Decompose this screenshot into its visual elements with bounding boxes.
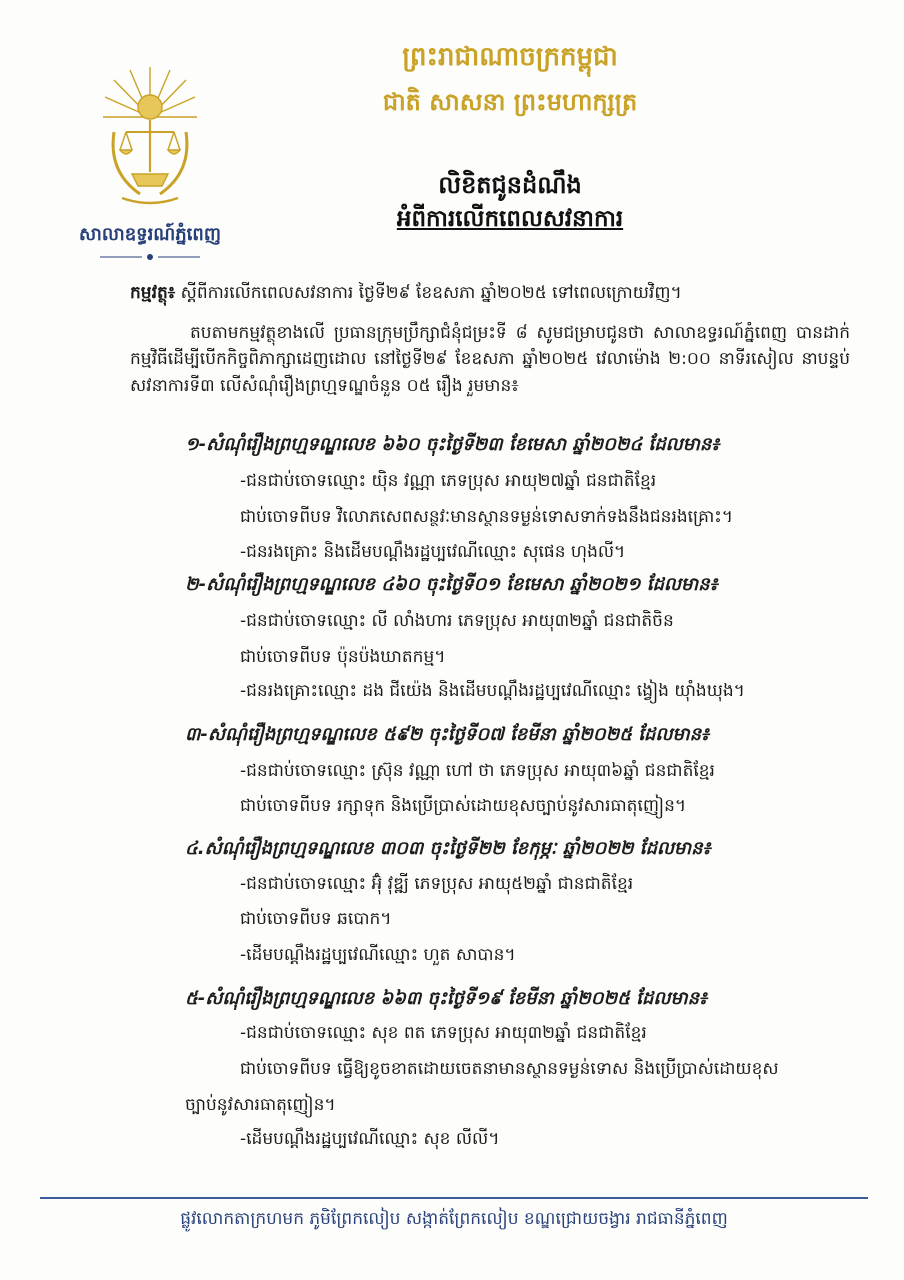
- court-emblem-icon: [100, 62, 200, 212]
- court-name: សាលាឧទ្ធរណ៍ភ្នំពេញ: [79, 224, 221, 245]
- case-title: ៣-សំណុំរឿងព្រហ្មទណ្ឌលេខ ៥៩២ ចុះថ្ងៃទី០៧ ខែមីនា ឆ្នាំ២០២៥ ដែលមាន៖: [185, 724, 709, 745]
- case-line: ជាប់ចោទពីបទ វិលោភសេពសន្ថវៈមានស្ថានទម្ងន់ទោសទាក់ទងនឹងជនរងគ្រោះ។: [240, 507, 733, 527]
- case-line: -ជនរងគ្រោះ និងដើមបណ្តឹងរដ្ឋប្បវេណីឈ្មោះ សុផេន ហុងលី។: [240, 542, 626, 562]
- case-line: -ដើមបណ្តឹងរដ្ឋប្បវេណីឈ្មោះ សុខ លីលី។: [240, 1129, 500, 1149]
- case-title: ១-សំណុំរឿងព្រហ្មទណ្ឌលេខ ៦៦០ ចុះថ្ងៃទី២៣ ខែមេសា ឆ្នាំ២០២៤ ដែលមាន៖: [185, 434, 720, 455]
- footer-address: ផ្លូវលោកតាក្រហមក ភូមិព្រែកលៀប សង្កាត់ព្រែកលៀប ខណ្ឌជ្រោយចង្វារ រាជធានីភ្នំពេញ: [180, 1209, 728, 1229]
- national-motto: ជាតិ សាសនា ព្រះមហាក្សត្រ: [382, 88, 638, 116]
- document-subtitle: អំពីការលើកពេលសវនាការ: [396, 206, 624, 232]
- case-line: -ជនជាប់ចោទឈ្មោះ អ៊ុំ វុឌ្ឍី ភេទប្រុស អាយុ៥២ឆ្នាំ ជានជាតិខ្មែរ: [240, 874, 634, 894]
- case-title: ២-សំណុំរឿងព្រហ្មទណ្ឌលេខ ៤៦០ ចុះថ្ងៃទី០១ ខែមេសា ឆ្នាំ២០២១ ដែលមាន៖: [185, 574, 718, 595]
- ornament-divider: [100, 252, 200, 262]
- subject-line: [130, 280, 850, 306]
- case-line: -ជនជាប់ចោទឈ្មោះ ស្រ៊ុន វណ្ណា ហៅ ថា ភេទប្រុស អាយុ៣៦ឆ្នាំ ជនជាតិខ្មែរ: [240, 761, 715, 781]
- case-line: ជាប់ចោទពីបទ ឆបោក។: [240, 909, 392, 929]
- subject-text: ស្តីពីការលើកពេលសវនាការ ថ្ងៃទី២៩ ខែឧសភា ឆ្នាំ២០២៥ ទៅពេលក្រោយវិញ។: [175, 283, 682, 303]
- case-title: ៥-សំណុំរឿងព្រហ្មទណ្ឌលេខ ៦៦៣ ចុះថ្ងៃទី១៩ ខែមីនា ឆ្នាំ២០២៥ ដែលមាន៖: [185, 988, 707, 1009]
- case-line: ជាប់ចោទពីបទ ប៉ុនប៉ងឃាតកម្ម។: [240, 647, 446, 667]
- kingdom-heading: ព្រះរាជាណាចក្រកម្ពុជា: [402, 42, 618, 72]
- subject-label: កម្មវត្ថុ៖: [130, 283, 176, 303]
- case-line: -ជនជាប់ចោទឈ្មោះ យ៉ិន វណ្ណា ភេទប្រុស អាយុ២៧ឆ្នាំ ជនជាតិខ្មែរ: [240, 471, 657, 491]
- case-line: -ជនជាប់ចោទឈ្មោះ លី លាំងហារ ភេទប្រុស អាយុ៣២ឆ្នាំ ជនជាតិចិន: [240, 611, 674, 631]
- case-line: ជាប់ចោទពីបទ ធ្វើឱ្យខូចខាតដោយចេតនាមានស្ថានទម្ងន់ទោស និងប្រើប្រាស់ដោយខុស: [240, 1059, 779, 1079]
- case-line: -ជនរងគ្រោះឈ្មោះ ដង ជីយ៉េង និងដើមបណ្តឹងរដ្ឋប្បវេណីឈ្មោះ ង្វៀង យ៉ាំងឃុង។: [240, 681, 745, 701]
- case-line: ច្បាប់នូវសារធាតុញៀន។: [185, 1095, 336, 1115]
- document-title: លិខិតជូនដំណឹង: [438, 171, 582, 199]
- footer-divider: [40, 1197, 868, 1199]
- intro-paragraph: តបតាមកម្មវត្ថុខាងលើ ប្រធានក្រុមប្រឹក្សាជំនុំជម្រះទី ៨ សូមជម្រាបជូនថា សាលាឧទ្ធរណ៍ភ្នំពេញ បានដាក់កម្មវិធីដើម្បីបើកកិច្ចពិភាក្សាដេញដោល នៅថ្ងៃទី២៩ ខែឧសភា ឆ្នាំ២០២៥ វេលាម៉ោង ២:០០ នាទីរសៀល នាបន្ទប់សវនាការទី៣ លើសំណុំរឿងព្រហ្មទណ្ឌចំនួន ០៥ រឿង រួមមាន៖: [130, 323, 850, 396]
- case-line: -ដើមបណ្តឹងរដ្ឋប្បវេណីឈ្មោះ ហួត សាបាន។: [240, 945, 516, 965]
- case-line: ជាប់ចោទពីបទ រក្សាទុក និងប្រើប្រាស់ដោយខុសច្បាប់នូវសារធាតុញៀន។: [240, 796, 687, 816]
- case-line: -ជនជាប់ចោទឈ្មោះ សុខ ពត ភេទប្រុស អាយុ៣២ឆ្នាំ ជនជាតិខ្មែរ: [240, 1023, 647, 1043]
- case-title: ៤.សំណុំរឿងព្រហ្មទណ្ឌលេខ ៣០៣ ចុះថ្ងៃទី២២ ខែកុម្ភៈ ឆ្នាំ២០២២ ដែលមាន៖: [185, 838, 711, 859]
